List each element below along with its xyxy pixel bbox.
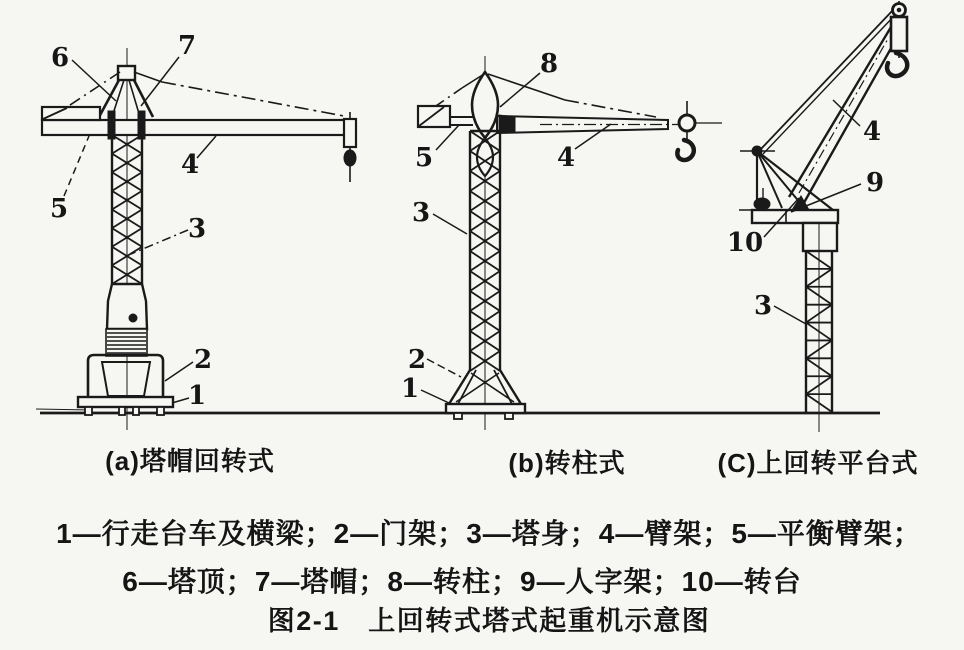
callout-b-1: 1 [400, 374, 420, 404]
callout-a-5: 5 [49, 194, 69, 224]
crane-c [727, 1, 907, 432]
jib-a [42, 107, 348, 139]
callout-a-6: 6 [50, 43, 70, 73]
caption-crane-b: (b)转柱式 [508, 448, 626, 478]
callout-c-4: 4 [862, 117, 882, 147]
caption-crane-a: (a)塔帽回转式 [105, 446, 275, 476]
counterweight-b [418, 106, 473, 127]
callout-c-10: 10 [726, 228, 764, 258]
figure-caption: 图2-1 上回转式塔式起重机示意图 [267, 606, 711, 636]
legend-line-2: 6—塔顶；7—塔帽；8—转柱；9—人字架；10—转台 [122, 566, 802, 597]
callout-a-7: 7 [177, 31, 197, 61]
portal-a [88, 355, 163, 398]
tie-lines-b [433, 74, 656, 117]
callout-a-2: 2 [193, 345, 213, 375]
base-a [78, 397, 173, 415]
callout-b-5: 5 [414, 143, 434, 173]
legend-line-1: 1—行走台车及横梁；2—门架；3—塔身；4—臂架；5—平衡臂架； [56, 518, 922, 549]
callout-c-9: 9 [865, 168, 885, 198]
hook-b [677, 101, 722, 160]
callout-c-3: 3 [753, 291, 773, 321]
cab-a [106, 284, 147, 356]
crane-a [42, 31, 356, 430]
jib-b [497, 115, 678, 133]
callout-a-4: 4 [180, 150, 200, 180]
tower-cap [99, 66, 153, 117]
callout-b-2: 2 [407, 345, 427, 375]
caption-crane-c: (C)上回转平台式 [717, 448, 919, 478]
callout-a-1: 1 [187, 381, 207, 411]
callout-b-3: 3 [411, 198, 431, 228]
callout-b-4: 4 [556, 143, 576, 173]
crane-b [401, 49, 722, 430]
callout-b-8: 8 [539, 49, 559, 79]
callout-a-3: 3 [187, 214, 207, 244]
hook-a [344, 112, 356, 182]
tie-lines-a [64, 72, 344, 116]
